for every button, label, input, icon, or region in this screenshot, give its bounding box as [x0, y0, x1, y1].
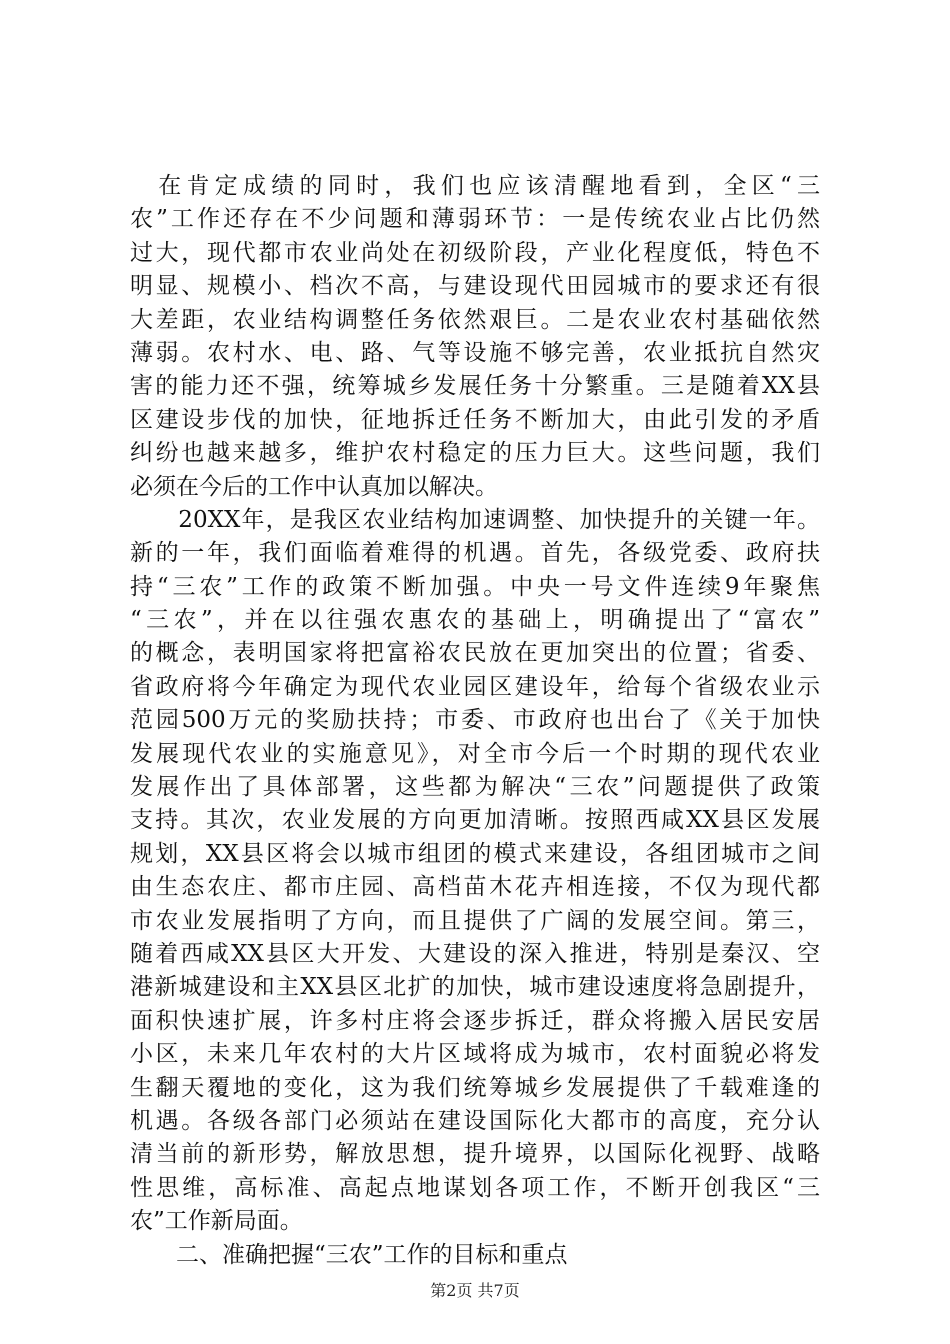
text-line: 薄弱。农村水、电、路、气等设施不够完善，农业抵抗自然灾: [130, 339, 820, 366]
text-line: 机遇。各级各部门必须站在建设国际化大都市的高度，充分认: [130, 1107, 820, 1134]
text-line: 范园500万元的奖励扶持；市委、市政府也出台了《关于加快: [130, 707, 820, 734]
text-line: 区建设步伐的加快，征地拆迁任务不断加大，由此引发的矛盾: [130, 406, 820, 433]
text-line: 发展现代农业的实施意见》，对全市今后一个时期的现代农业: [130, 740, 820, 767]
text-line: 二、准确把握“三农”工作的目标和重点: [130, 1241, 568, 1268]
text-line: 面积快速扩展，许多村庄将会逐步拆迁，群众将搬入居民安居: [130, 1007, 820, 1034]
text-line: 由生态农庄、都市庄园、高档苗木花卉相连接，不仅为现代都: [130, 874, 820, 901]
text-line: 必须在今后的工作中认真加以解决。: [130, 473, 498, 500]
text-line: 明显、规模小、档次不高，与建设现代田园城市的要求还有很: [130, 273, 820, 300]
text-line: 的概念，表明国家将把富裕农民放在更加突出的位置；省委、: [130, 640, 820, 667]
text-line: “三农”，并在以往强农惠农的基础上，明确提出了“富农”: [130, 607, 820, 634]
text-line: 省政府将今年确定为现代农业园区建设年，给每个省级农业示: [130, 673, 820, 700]
text-line: 规划，XX县区将会以城市组团的模式来建设，各组团城市之间: [130, 840, 820, 867]
text-line: 持“三农”工作的政策不断加强。中央一号文件连续9年聚焦: [130, 573, 820, 600]
page-footer: 第2页 共7页: [430, 1281, 520, 1300]
text-line: 生翻天覆地的变化，这为我们统筹城乡发展提供了千载难逢的: [130, 1074, 820, 1101]
text-line: 清当前的新形势，解放思想，提升境界，以国际化视野、战略: [130, 1141, 820, 1168]
body-text: [130, 170, 820, 1272]
text-line: 大差距，农业结构调整任务依然艰巨。二是农业农村基础依然: [130, 306, 820, 333]
text-line: 市农业发展指明了方向，而且提供了广阔的发展空间。第三，: [130, 907, 820, 934]
text-line: 支持。其次，农业发展的方向更加清晰。按照西咸XX县区发展: [130, 807, 820, 834]
text-line: 20XX年，是我区农业结构加速调整、加快提升的关键一年。: [130, 506, 820, 533]
text-line: 纠纷也越来越多，维护农村稳定的压力巨大。这些问题，我们: [130, 440, 820, 467]
text-line: 过大，现代都市农业尚处在初级阶段，产业化程度低，特色不: [130, 239, 820, 266]
text-line: 害的能力还不强，统筹城乡发展任务十分繁重。三是随着XX县: [130, 373, 820, 400]
text-line: 农”工作还存在不少问题和薄弱环节：一是传统农业占比仍然: [130, 206, 820, 233]
text-line: 随着西咸XX县区大开发、大建设的深入推进，特别是秦汉、空: [130, 940, 820, 967]
text-line: 农”工作新局面。: [130, 1208, 303, 1235]
text-line: 在肯定成绩的同时，我们也应该清醒地看到，全区“三: [130, 173, 820, 199]
text-line: 发展作出了具体部署，这些都为解决“三农”问题提供了政策: [130, 774, 820, 801]
text-line: 小区，未来几年农村的大片区域将成为城市，农村面貌必将发: [130, 1041, 820, 1068]
text-line: 新的一年，我们面临着难得的机遇。首先，各级党委、政府扶: [130, 540, 820, 567]
text-line: 港新城建设和主XX县区北扩的加快，城市建设速度将急剧提升，: [130, 974, 820, 1001]
text-line: 性思维，高标准、高起点地谋划各项工作，不断开创我区“三: [130, 1174, 820, 1201]
